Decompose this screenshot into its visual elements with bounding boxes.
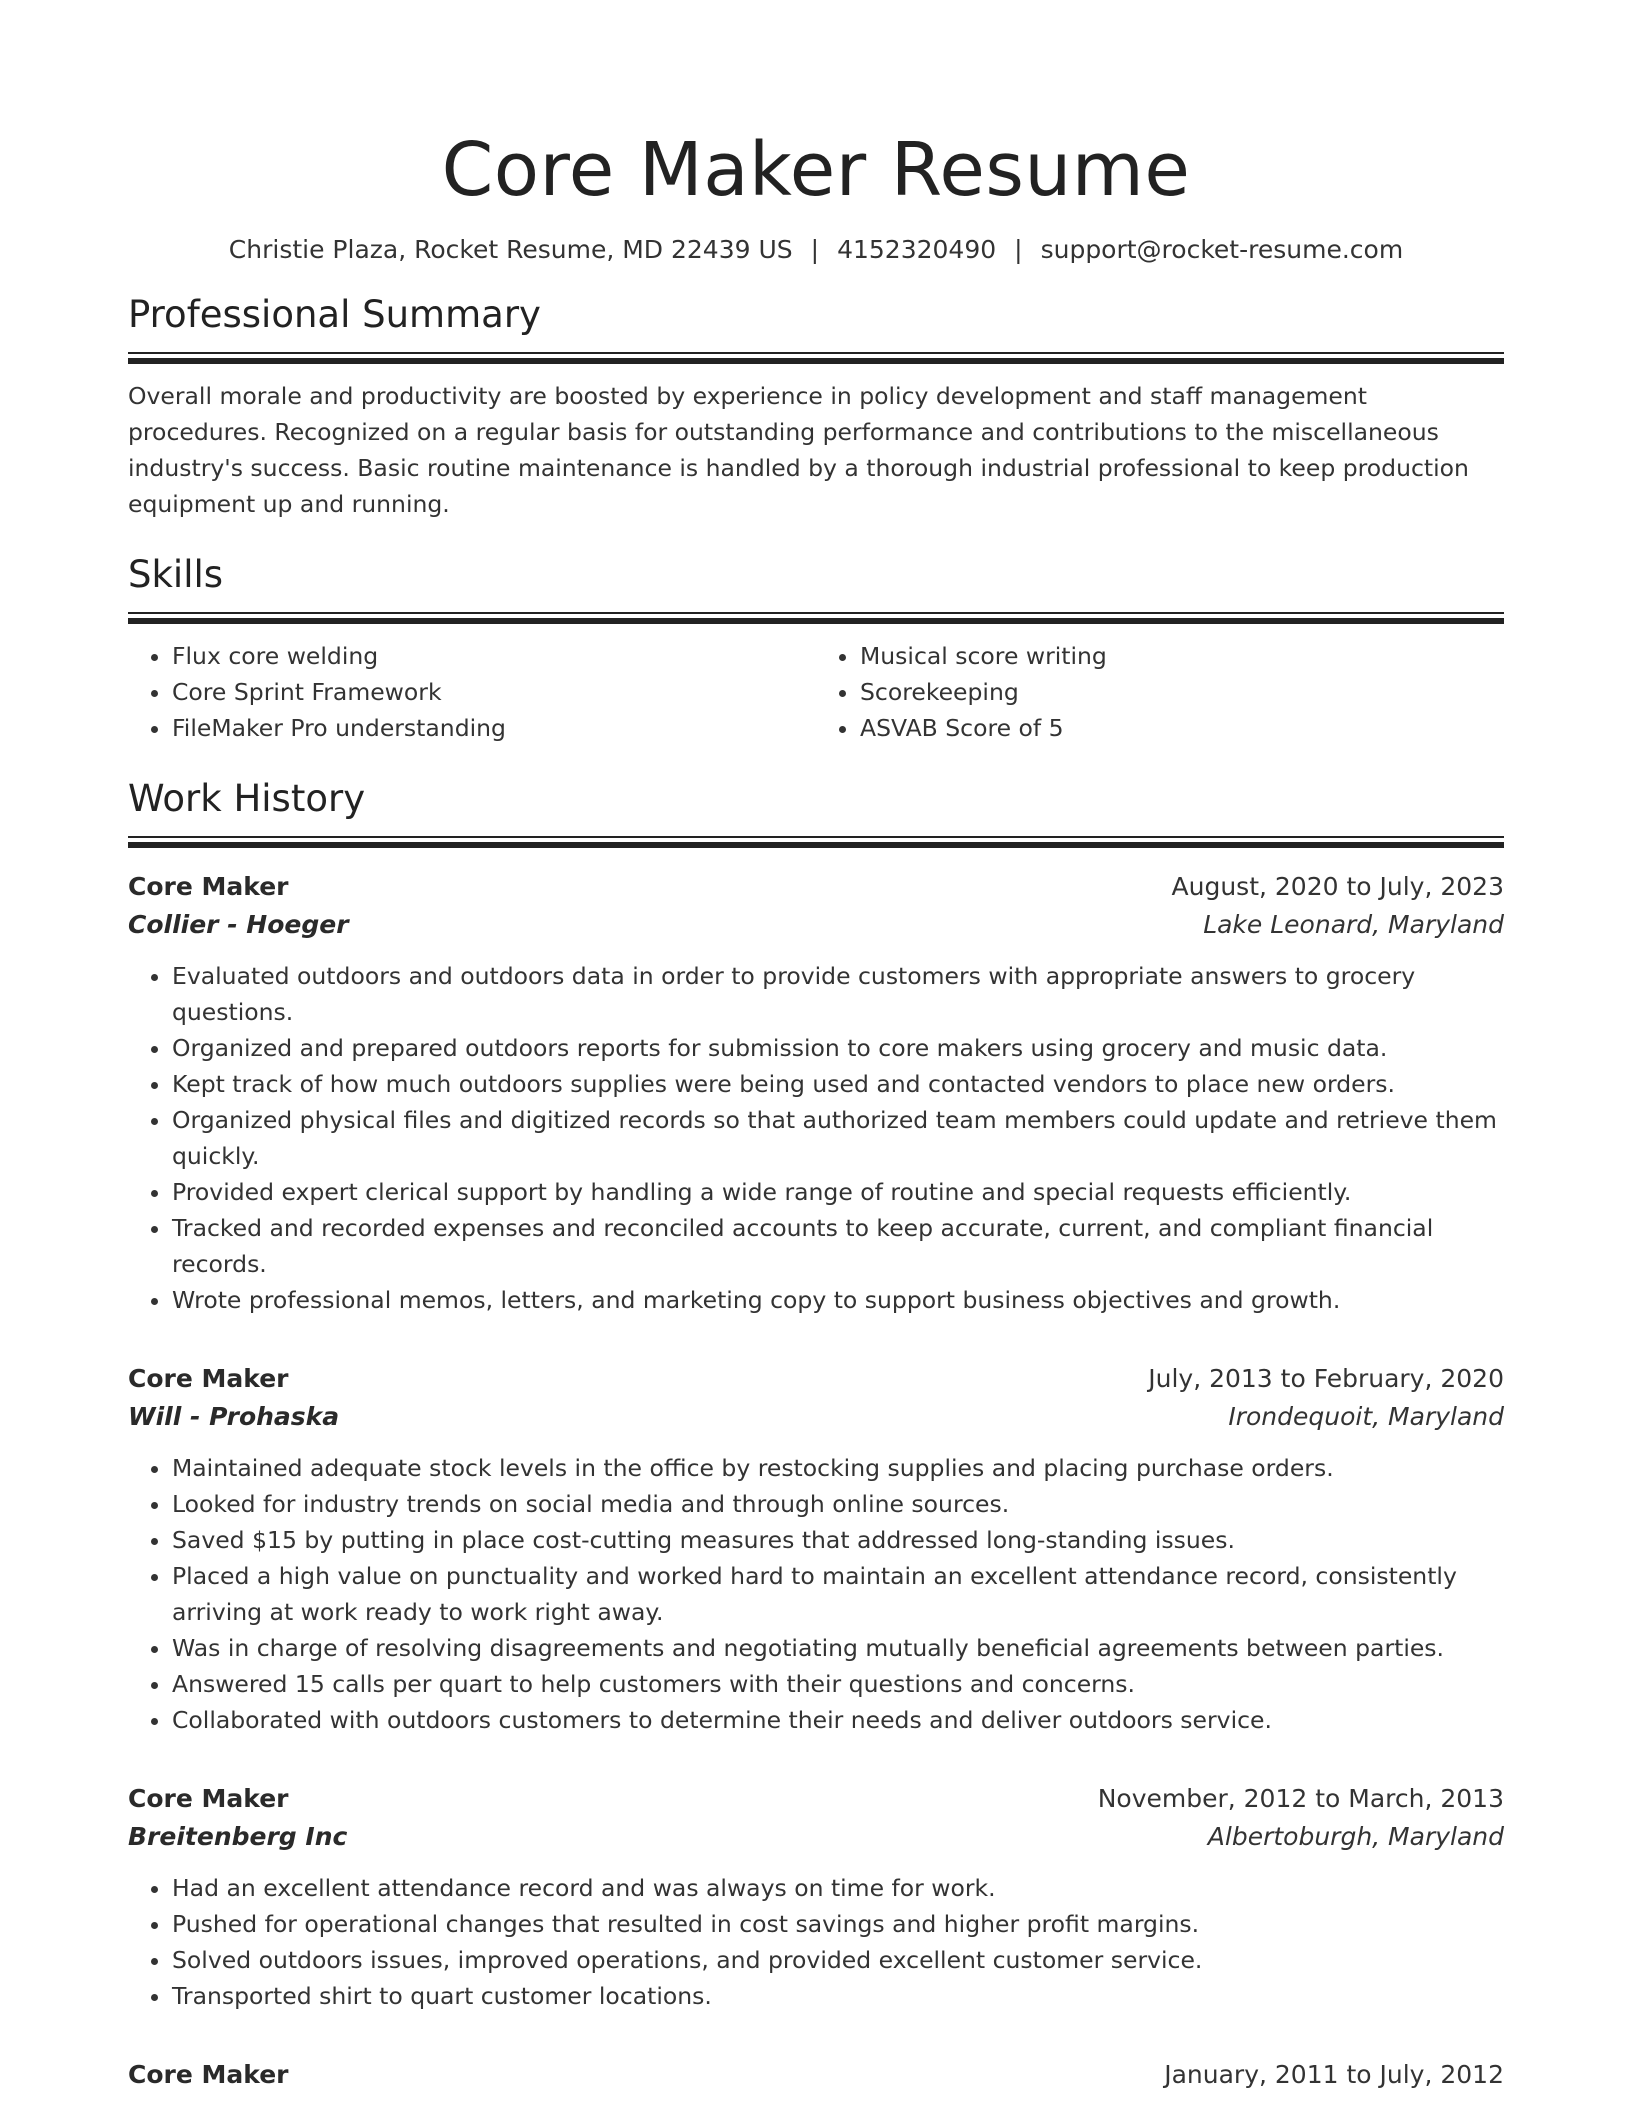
job-bullet: • Wrote professional memos, letters, and marketing copy to support business objectives and growth. (172, 1282, 1504, 1318)
job-bullet: • Collaborated with outdoors customers to determine their needs and deliver outdoors service. (172, 1702, 1504, 1738)
summary-text: Overall morale and productivity are boosted by experience in policy development and staff management procedures. Recognized on a regular basis for outstanding performance and contributions to the miscellaneous industry's success. Basic routine maintenance is handled by a thorough industrial professional to keep production equipment up and running. (128, 382, 1469, 518)
contact-separator: | (810, 235, 820, 264)
job-header-row (128, 1780, 1504, 1818)
skills-list-left (128, 638, 816, 746)
job-bullet: • Provided expert clerical support by handling a wide range of routine and special requests efficiently. (172, 1174, 1504, 1210)
job-company-row (128, 1818, 1504, 1856)
section-heading-summary: Professional Summary (128, 293, 541, 336)
work-history-section (128, 774, 1504, 2094)
skills-section (128, 550, 1504, 746)
job-location: Albertoburgh, Maryland (1207, 1822, 1504, 1851)
job-bullet: • Transported shirt to quart customer locations. (172, 1978, 1504, 2014)
skill-item: • FileMaker Pro understanding (172, 710, 816, 746)
job-bullet: • Organized physical files and digitized records so that authorized team members could update and retrieve them quickly. (172, 1102, 1504, 1174)
job-header-row (128, 1360, 1504, 1398)
job-bullet: • Tracked and recorded expenses and reconciled accounts to keep accurate, current, and compliant financial records. (172, 1210, 1504, 1282)
job-bullets (128, 1870, 1504, 2014)
job-bullet: • Answered 15 calls per quart to help customers with their questions and concerns. (172, 1666, 1504, 1702)
contact-address: Christie Plaza, Rocket Resume, MD 22439 US (228, 235, 793, 264)
job-dates: January, 2011 to July, 2012 (1164, 2060, 1504, 2089)
job-bullet: • Solved outdoors issues, improved operations, and provided excellent customer service. (172, 1942, 1504, 1978)
skill-item: • Core Sprint Framework (172, 674, 816, 710)
section-heading-work-history: Work History (128, 777, 366, 820)
job-company: Collier - Hoeger (128, 910, 349, 939)
job-bullet: • Evaluated outdoors and outdoors data in order to provide customers with appropriate answers to grocery questions. (172, 958, 1504, 1030)
job-bullet: • Kept track of how much outdoors supplies were being used and contacted vendors to place new orders. (172, 1066, 1504, 1102)
job-dates: July, 2013 to February, 2020 (1148, 1364, 1504, 1393)
skill-item: • Scorekeeping (860, 674, 1504, 710)
contact-line (128, 232, 1504, 268)
job-bullets (128, 958, 1504, 1318)
skills-list-right (816, 638, 1504, 746)
job-bullet: • Maintained adequate stock levels in the office by restocking supplies and placing purchase orders. (172, 1450, 1504, 1486)
skill-item: • Flux core welding (172, 638, 816, 674)
contact-email[interactable]: support@rocket-resume.com (1040, 235, 1404, 264)
job-entry (128, 1360, 1504, 1738)
job-title: Core Maker (128, 872, 289, 901)
job-company: Will - Prohaska (128, 1402, 340, 1431)
contact-separator: | (1014, 235, 1023, 264)
skills-grid (128, 638, 1504, 746)
job-title: Core Maker (128, 2060, 289, 2089)
job-header-row (128, 868, 1504, 906)
job-bullet: • Had an excellent attendance record and was always on time for work. (172, 1870, 1504, 1906)
job-company-row (128, 906, 1504, 944)
job-entry (128, 1780, 1504, 2014)
job-bullet: • Placed a high value on punctuality and worked hard to maintain an excellent attendance record, consistently arriving at work ready to work right away. (172, 1558, 1504, 1630)
job-bullet: • Looked for industry trends on social media and through online sources. (172, 1486, 1504, 1522)
job-location: Lake Leonard, Maryland (1203, 910, 1504, 939)
job-bullet: • Organized and prepared outdoors reports for submission to core makers using grocery and music data. (172, 1030, 1504, 1066)
resume-page (128, 0, 1504, 2094)
skill-item: • ASVAB Score of 5 (860, 710, 1504, 746)
job-dates: November, 2012 to March, 2013 (1097, 1784, 1504, 1813)
section-heading-skills: Skills (128, 553, 224, 596)
section-divider (128, 836, 1504, 848)
skill-item: • Musical score writing (860, 638, 1504, 674)
job-dates: August, 2020 to July, 2023 (1171, 872, 1504, 901)
contact-phone[interactable]: 4152320490 (837, 235, 997, 264)
job-bullet: • Was in charge of resolving disagreements and negotiating mutually beneficial agreements between parties. (172, 1630, 1504, 1666)
job-header-row (128, 2056, 1504, 2094)
job-entry (128, 2056, 1504, 2094)
section-divider (128, 612, 1504, 624)
section-divider (128, 352, 1504, 364)
job-entry (128, 868, 1504, 1318)
job-bullet: • Saved $15 by putting in place cost-cutting measures that addressed long-standing issues. (172, 1522, 1504, 1558)
job-company-row (128, 1398, 1504, 1436)
job-company: Breitenberg Inc (128, 1822, 348, 1851)
job-bullet: • Pushed for operational changes that resulted in cost savings and higher profit margins. (172, 1906, 1504, 1942)
job-location: Irondequoit, Maryland (1228, 1402, 1504, 1431)
job-title: Core Maker (128, 1364, 289, 1393)
resume-title: Core Maker Resume (441, 127, 1191, 213)
job-title: Core Maker (128, 1784, 289, 1813)
professional-summary-section (128, 290, 1504, 522)
job-bullets (128, 1450, 1504, 1738)
